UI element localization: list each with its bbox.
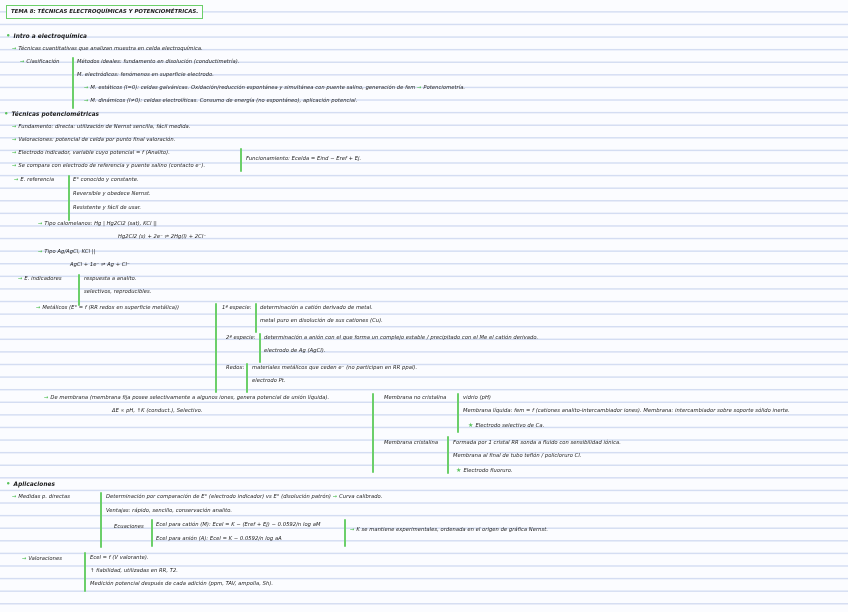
direct-brace bbox=[100, 492, 102, 548]
arrow-icon: → bbox=[12, 494, 17, 500]
species-type: 1ª especie: bbox=[222, 305, 252, 311]
crystalline-brace bbox=[447, 436, 449, 474]
species-type: Redox: bbox=[226, 365, 245, 371]
noncrystalline-item: Membrana líquida: fem = f (cationes analito-intercambiador iones). Membrana: intercambiador sobre soporte sólido inerte. bbox=[463, 408, 790, 414]
membrane-brace bbox=[372, 393, 374, 473]
crystalline-item: ★ Electrodo fluoruro. bbox=[456, 467, 513, 474]
titrations-label: → Valoraciones bbox=[22, 556, 62, 562]
intro-line: → Técnicas cuantitativas que analizan muestra en celda electroquímica. bbox=[12, 46, 203, 52]
classification-item: Métodos ideales: fundamento en disolución (conductimetría). bbox=[77, 59, 240, 65]
equation: Ecel para anión (A): Ecel = K − 0.0592/n log aA bbox=[156, 536, 282, 542]
indicator-label: → E. indicadores bbox=[18, 276, 62, 282]
arrow-icon: → bbox=[38, 249, 43, 255]
classification-brace bbox=[72, 57, 74, 109]
species-brace bbox=[246, 363, 248, 393]
crystalline-label: Membrana cristalina bbox=[384, 440, 439, 446]
species-brace bbox=[259, 333, 261, 363]
classification-item: M. electródicos: fenómenos en superficie electrodo. bbox=[77, 72, 215, 78]
potentiometric-heading: • Técnicas potenciométricas bbox=[4, 110, 100, 118]
species-item: metal puro en disolución de sus cationes (Cu). bbox=[260, 318, 383, 324]
direct-label: → Medidas p. directas bbox=[12, 494, 70, 500]
equations-brace bbox=[151, 519, 153, 547]
pot-item: → Valoraciones: potencial de celda por punto final valoración. bbox=[12, 137, 176, 143]
arrow-icon: → bbox=[12, 137, 17, 143]
reference-item: Reversible y obedece Nernst. bbox=[73, 191, 151, 197]
arrow-icon: → bbox=[350, 527, 355, 533]
star-icon: ★ bbox=[456, 467, 462, 474]
classification-item: → M. estáticos (I=0): celdas galvánicas. Oxidación/reducción espontánea y simultánea con puente salino, generación de fem → Potenciometría. bbox=[84, 85, 466, 91]
page-title: TEMA 8: TÉCNICAS ELECTROQUÍMICAS Y POTENCIOMÉTRICAS. bbox=[6, 5, 203, 19]
titration-item: Medición potencial después de cada adición (ppm, TAV, ampolla, Sh). bbox=[90, 581, 274, 587]
species-item: electrodo de Ag (AgCl). bbox=[264, 348, 326, 354]
crystalline-item: Formada por 1 cristal RR sonda a fluido con sensibilidad iónica. bbox=[453, 440, 621, 446]
titration-item: Ecel = f (V valorante). bbox=[90, 555, 149, 561]
arrow-icon: → bbox=[20, 59, 25, 65]
arrow-icon: → bbox=[12, 163, 17, 169]
reference-item: E° conocido y constante. bbox=[73, 177, 139, 183]
titrations-brace bbox=[84, 552, 86, 592]
function-note: Funcionamiento: Ecelda = Eind − Eref + Ej. bbox=[246, 156, 362, 162]
bullet-icon: • bbox=[4, 110, 9, 118]
pot-item: → Fundamento: directa: utilización de Nernst sencilla, fácil medida. bbox=[12, 124, 191, 130]
arrow-icon: → bbox=[417, 85, 422, 91]
pot-item: → Se compara con electrodo de referencia y puente salino (contacto e⁻). bbox=[12, 163, 206, 169]
arrow-icon: → bbox=[84, 98, 89, 104]
indicator-brace bbox=[78, 274, 80, 306]
arrow-icon: → bbox=[44, 395, 49, 401]
arrow-icon: → bbox=[22, 556, 27, 562]
indicator-item: selectivos, reproducibles. bbox=[84, 289, 152, 295]
arrow-icon: → bbox=[38, 221, 43, 227]
noncrystalline-item: vidrio (pH) bbox=[463, 395, 491, 401]
arrow-icon: → bbox=[12, 46, 17, 52]
crystalline-item: Membrana al final de tubo teflón / policloruro Cl. bbox=[453, 453, 582, 459]
species-item: determinación a catión derivado de metal. bbox=[260, 305, 373, 311]
metallic-label: → Metálicos (E° = f (RR redox en superficie metálica)) bbox=[36, 305, 180, 311]
metallic-brace bbox=[215, 303, 217, 393]
bullet-icon: • bbox=[6, 480, 11, 488]
membrane-sub: ΔE ∝ pH, ↑K (conduct.), Selectivo. bbox=[112, 408, 203, 414]
reference-label: → E. referencia bbox=[14, 177, 55, 183]
arrow-icon: → bbox=[332, 494, 338, 500]
species-brace bbox=[255, 303, 257, 333]
equations-label: Ecuaciones bbox=[114, 524, 144, 530]
equations-side-brace bbox=[344, 519, 346, 547]
membrane-label: → De membrana (membrana fija posee selectivamente a algunos iones, genera potencial de unión líquida). bbox=[44, 395, 330, 401]
bullet-icon: • bbox=[6, 32, 11, 40]
arrow-icon: → bbox=[36, 305, 41, 311]
equations-note: → K se mantiene experimentales, ordenada en el origen de gráfica Nernst. bbox=[350, 527, 549, 533]
equation: Ecel para catión (M): Ecel = K − (Eref + Ej) − 0.0592/n log aM bbox=[156, 522, 321, 528]
species-item: determinación a anión con el que forma un complejo estable / precipitado con el Me el catión derivado. bbox=[264, 335, 539, 341]
noncrystalline-brace bbox=[457, 393, 459, 433]
direct-item: Determinación por comparación de E° (electrodo indicador) vs E° (disolución patrón) → Curva calibrado. bbox=[106, 494, 383, 500]
reference-brace bbox=[68, 175, 70, 221]
noncrystalline-item: ★ Electrodo selectivo de Ca. bbox=[468, 422, 545, 429]
star-icon: ★ bbox=[468, 422, 474, 429]
species-item: materiales metálicos que ceden e⁻ (no participan en RR ppal). bbox=[252, 365, 418, 371]
calomel-reaction: Hg2Cl2 (s) + 2e⁻ ⇌ 2Hg(l) + 2Cl⁻ bbox=[118, 234, 207, 240]
arrow-icon: → bbox=[84, 85, 89, 91]
titration-item: ↑ fiabilidad, utilizadas en RR, T2. bbox=[90, 568, 178, 574]
classification-item: → M. dinámicos (I≠0): celdas electrolíticas. Consumo de energía (no espontáneo), aplicación potencial. bbox=[84, 98, 358, 104]
species-item: electrodo Pt. bbox=[252, 378, 286, 384]
arrow-icon: → bbox=[12, 124, 17, 130]
agcl-reaction: AgCl + 1e⁻ ⇌ Ag + Cl⁻ bbox=[70, 262, 130, 268]
classification-label: → Clasificación bbox=[20, 59, 60, 65]
arrow-icon: → bbox=[14, 177, 19, 183]
species-type: 2ª especie: bbox=[226, 335, 256, 341]
direct-item: Ventajas: rápido, sencillo, conservación analito. bbox=[106, 508, 233, 514]
indicator-item: respuesta a analito. bbox=[84, 276, 137, 282]
reference-item: Resistente y fácil de usar. bbox=[73, 205, 142, 211]
function-brace bbox=[240, 148, 242, 172]
calomel-label: → Tipo calomelanos: Hg | Hg2Cl2 (sat), KCl || bbox=[38, 221, 157, 227]
noncrystalline-label: Membrana no cristalina bbox=[384, 395, 447, 401]
arrow-icon: → bbox=[18, 276, 23, 282]
agcl-label: → Tipo Ag/AgCl, KCl || bbox=[38, 249, 96, 255]
arrow-icon: → bbox=[12, 150, 17, 156]
intro-heading: • Intro a electroquímica bbox=[6, 32, 88, 40]
applications-heading: • Aplicaciones bbox=[6, 480, 56, 488]
pot-item: → Electrodo indicador, variable cuyo potencial = f (Analito). bbox=[12, 150, 170, 156]
